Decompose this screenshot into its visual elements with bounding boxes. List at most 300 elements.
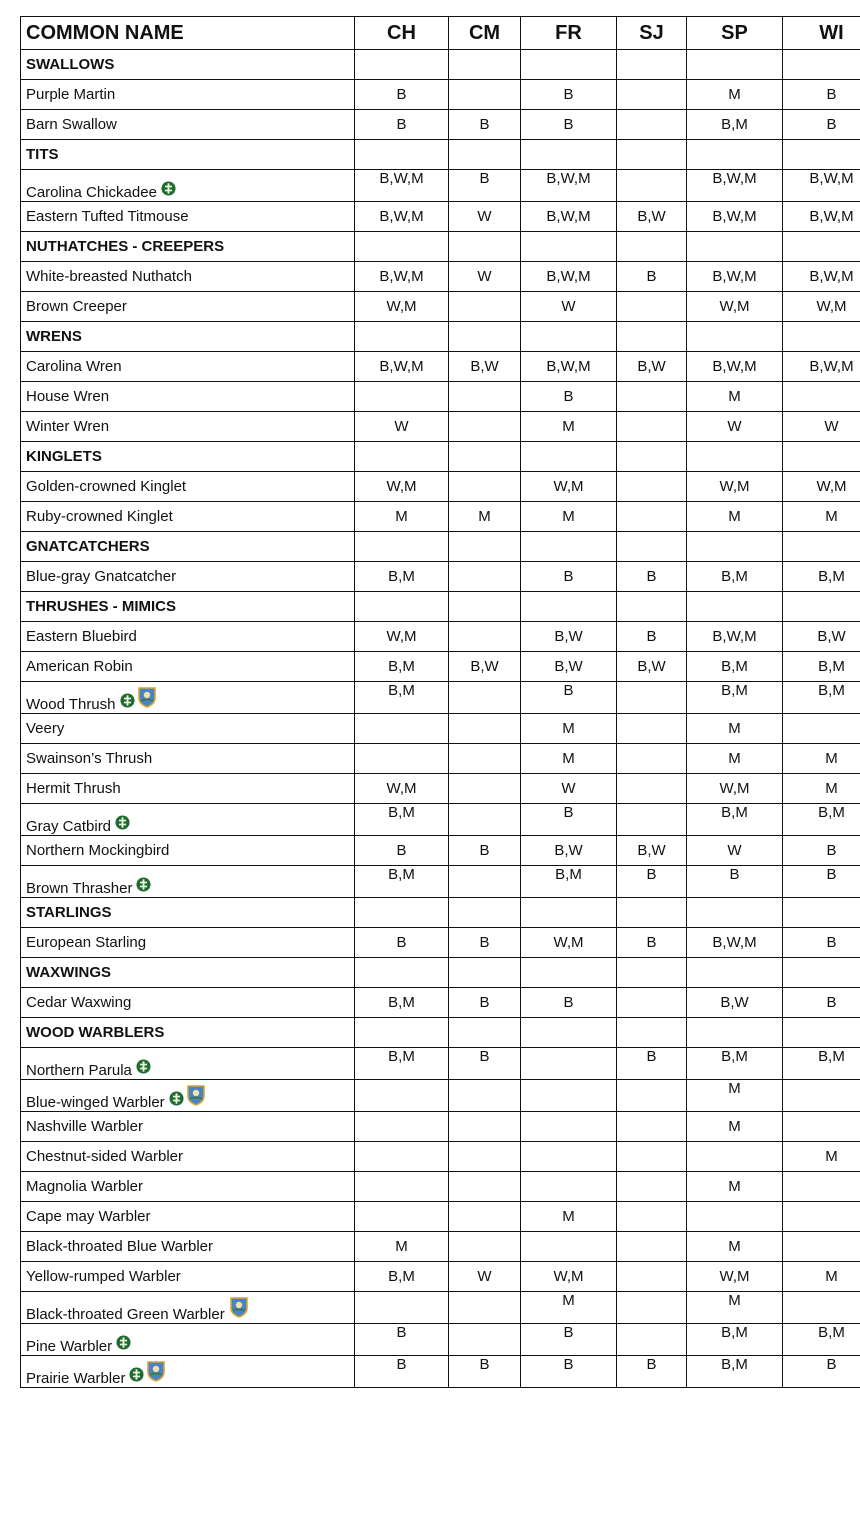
value-cell-wi: B,M bbox=[783, 652, 860, 682]
table-row bbox=[21, 262, 860, 292]
species-name: White-breasted Nuthatch bbox=[26, 268, 192, 285]
group-row bbox=[21, 1018, 860, 1048]
value-cell-sp: M bbox=[687, 1172, 783, 1202]
green-cross-icon bbox=[129, 1367, 144, 1382]
value-cell-cm bbox=[449, 1292, 521, 1324]
table-row bbox=[21, 622, 860, 652]
table-row bbox=[21, 1112, 860, 1142]
value-cell-sp bbox=[687, 1202, 783, 1232]
value-cell-ch: B,W,M bbox=[355, 352, 449, 382]
species-name-cell bbox=[21, 866, 355, 898]
value-cell-wi: M bbox=[783, 1142, 860, 1172]
value-cell-sp bbox=[687, 50, 783, 80]
species-name-cell bbox=[21, 1112, 355, 1142]
group-name: STARLINGS bbox=[26, 904, 112, 921]
species-name: Magnolia Warbler bbox=[26, 1178, 143, 1195]
species-name-cell bbox=[21, 714, 355, 744]
value-cell-fr: B bbox=[521, 562, 617, 592]
value-cell-wi: B bbox=[783, 80, 860, 110]
value-cell-wi bbox=[783, 322, 860, 352]
value-cell-cm bbox=[449, 532, 521, 562]
shield-badge-icon bbox=[229, 1297, 249, 1318]
status-icons bbox=[129, 1361, 168, 1386]
value-cell-ch: B,M bbox=[355, 988, 449, 1018]
group-row bbox=[21, 592, 860, 622]
species-name-cell bbox=[21, 412, 355, 442]
value-cell-fr: W bbox=[521, 774, 617, 804]
green-cross-icon bbox=[169, 1091, 184, 1106]
species-name: Carolina Wren bbox=[26, 358, 122, 375]
value-cell-cm bbox=[449, 140, 521, 170]
value-cell-fr bbox=[521, 322, 617, 352]
value-cell-sp: B,W,M bbox=[687, 352, 783, 382]
value-cell-fr bbox=[521, 1232, 617, 1262]
value-cell-ch: B,M bbox=[355, 652, 449, 682]
group-name-cell bbox=[21, 322, 355, 352]
value-cell-sp: B,M bbox=[687, 682, 783, 714]
value-cell-fr bbox=[521, 898, 617, 928]
species-name-cell bbox=[21, 1232, 355, 1262]
group-name-cell bbox=[21, 50, 355, 80]
value-cell-fr: M bbox=[521, 714, 617, 744]
status-icons bbox=[120, 687, 159, 712]
value-cell-wi: B bbox=[783, 866, 860, 898]
value-cell-ch bbox=[355, 322, 449, 352]
group-row bbox=[21, 140, 860, 170]
value-cell-cm bbox=[449, 382, 521, 412]
value-cell-sj bbox=[617, 898, 687, 928]
value-cell-ch: W,M bbox=[355, 622, 449, 652]
group-name-cell bbox=[21, 898, 355, 928]
value-cell-fr: B bbox=[521, 804, 617, 836]
value-cell-sp bbox=[687, 532, 783, 562]
value-cell-ch bbox=[355, 1080, 449, 1112]
species-name-cell bbox=[21, 804, 355, 836]
shield-badge-icon bbox=[137, 687, 157, 708]
value-cell-sj bbox=[617, 232, 687, 262]
value-cell-sp bbox=[687, 232, 783, 262]
value-cell-fr: M bbox=[521, 1202, 617, 1232]
value-cell-wi: B bbox=[783, 928, 860, 958]
value-cell-wi: W,M bbox=[783, 292, 860, 322]
status-icons bbox=[161, 181, 178, 200]
value-cell-fr bbox=[521, 140, 617, 170]
value-cell-ch: B,W,M bbox=[355, 262, 449, 292]
header-col-ch: CH bbox=[355, 17, 449, 50]
species-name: Eastern Tufted Titmouse bbox=[26, 208, 189, 225]
value-cell-ch bbox=[355, 958, 449, 988]
value-cell-ch: B bbox=[355, 110, 449, 140]
value-cell-sj bbox=[617, 442, 687, 472]
table-row bbox=[21, 1324, 860, 1356]
species-name: Blue-winged Warbler bbox=[26, 1094, 165, 1111]
value-cell-fr: M bbox=[521, 744, 617, 774]
group-row bbox=[21, 322, 860, 352]
table-row bbox=[21, 988, 860, 1018]
value-cell-wi: W bbox=[783, 412, 860, 442]
species-name: Blue-gray Gnatcatcher bbox=[26, 568, 177, 585]
value-cell-sp: B,W,M bbox=[687, 170, 783, 202]
table-row bbox=[21, 804, 860, 836]
group-name-cell bbox=[21, 592, 355, 622]
value-cell-sj bbox=[617, 532, 687, 562]
value-cell-fr: B,W,M bbox=[521, 202, 617, 232]
value-cell-ch: B,M bbox=[355, 1048, 449, 1080]
value-cell-wi bbox=[783, 1202, 860, 1232]
group-name: GNATCATCHERS bbox=[26, 538, 150, 555]
value-cell-fr: B,W,M bbox=[521, 262, 617, 292]
value-cell-cm: W bbox=[449, 1262, 521, 1292]
value-cell-sj bbox=[617, 1080, 687, 1112]
status-icons bbox=[115, 815, 132, 834]
value-cell-cm: B bbox=[449, 988, 521, 1018]
value-cell-ch: B,W,M bbox=[355, 202, 449, 232]
species-name-cell bbox=[21, 80, 355, 110]
value-cell-ch: B bbox=[355, 928, 449, 958]
value-cell-wi: B,W,M bbox=[783, 262, 860, 292]
species-name: Ruby-crowned Kinglet bbox=[26, 508, 173, 525]
group-name: WAXWINGS bbox=[26, 964, 111, 981]
value-cell-sp: W,M bbox=[687, 774, 783, 804]
value-cell-fr: B bbox=[521, 988, 617, 1018]
species-name-cell bbox=[21, 682, 355, 714]
value-cell-sj bbox=[617, 412, 687, 442]
table-row bbox=[21, 1262, 860, 1292]
species-name: Brown Thrasher bbox=[26, 880, 133, 897]
group-row bbox=[21, 442, 860, 472]
shield-badge-icon bbox=[186, 1085, 206, 1106]
value-cell-wi bbox=[783, 592, 860, 622]
status-icons bbox=[116, 1335, 133, 1354]
value-cell-fr: B,W,M bbox=[521, 170, 617, 202]
value-cell-cm bbox=[449, 1172, 521, 1202]
value-cell-wi: M bbox=[783, 1262, 860, 1292]
value-cell-sp: B,W,M bbox=[687, 262, 783, 292]
value-cell-sj bbox=[617, 1172, 687, 1202]
table-row bbox=[21, 1232, 860, 1262]
species-name: Golden-crowned Kinglet bbox=[26, 478, 187, 495]
value-cell-cm: B bbox=[449, 1048, 521, 1080]
value-cell-fr: B bbox=[521, 1324, 617, 1356]
green-cross-icon bbox=[136, 877, 151, 892]
species-name-cell bbox=[21, 928, 355, 958]
table-row bbox=[21, 472, 860, 502]
value-cell-sp: B,M bbox=[687, 562, 783, 592]
value-cell-wi: B,M bbox=[783, 562, 860, 592]
value-cell-ch: M bbox=[355, 1232, 449, 1262]
value-cell-sp: M bbox=[687, 382, 783, 412]
value-cell-sj bbox=[617, 1112, 687, 1142]
species-name: Barn Swallow bbox=[26, 116, 117, 133]
value-cell-wi: B bbox=[783, 1356, 860, 1388]
table-row bbox=[21, 836, 860, 866]
table-row bbox=[21, 744, 860, 774]
green-cross-icon bbox=[161, 181, 176, 196]
value-cell-wi: B,M bbox=[783, 804, 860, 836]
species-name-cell bbox=[21, 352, 355, 382]
value-cell-fr: B bbox=[521, 80, 617, 110]
value-cell-sj bbox=[617, 744, 687, 774]
value-cell-wi: B bbox=[783, 110, 860, 140]
status-icons bbox=[136, 877, 153, 896]
value-cell-wi: B,M bbox=[783, 1324, 860, 1356]
species-name: Pine Warbler bbox=[26, 1338, 113, 1355]
value-cell-sp: B,M bbox=[687, 1356, 783, 1388]
value-cell-ch: B bbox=[355, 1324, 449, 1356]
value-cell-cm bbox=[449, 1018, 521, 1048]
species-name: Carolina Chickadee bbox=[26, 184, 157, 201]
species-name: House Wren bbox=[26, 388, 110, 405]
value-cell-ch bbox=[355, 442, 449, 472]
value-cell-ch: W bbox=[355, 412, 449, 442]
value-cell-ch bbox=[355, 1142, 449, 1172]
value-cell-sp: W bbox=[687, 836, 783, 866]
group-name: THRUSHES - MIMICS bbox=[26, 598, 176, 615]
value-cell-sp: B,M bbox=[687, 652, 783, 682]
value-cell-sj bbox=[617, 1018, 687, 1048]
species-name-cell bbox=[21, 1080, 355, 1112]
value-cell-wi bbox=[783, 50, 860, 80]
bird-checklist-table bbox=[20, 16, 860, 1388]
value-cell-ch: B,M bbox=[355, 562, 449, 592]
species-name-cell bbox=[21, 1172, 355, 1202]
value-cell-cm: M bbox=[449, 502, 521, 532]
value-cell-sp: W,M bbox=[687, 472, 783, 502]
species-name: Winter Wren bbox=[26, 418, 110, 435]
value-cell-sj bbox=[617, 592, 687, 622]
value-cell-cm: B,W bbox=[449, 652, 521, 682]
value-cell-sp bbox=[687, 140, 783, 170]
value-cell-wi: B,W,M bbox=[783, 170, 860, 202]
value-cell-cm bbox=[449, 714, 521, 744]
species-name-cell bbox=[21, 622, 355, 652]
value-cell-ch bbox=[355, 744, 449, 774]
value-cell-fr bbox=[521, 1172, 617, 1202]
value-cell-cm: B bbox=[449, 170, 521, 202]
species-name-cell bbox=[21, 472, 355, 502]
status-icons bbox=[229, 1297, 251, 1322]
value-cell-sj: B bbox=[617, 866, 687, 898]
table-row bbox=[21, 1356, 860, 1388]
value-cell-wi bbox=[783, 140, 860, 170]
group-name: NUTHATCHES - CREEPERS bbox=[26, 238, 225, 255]
species-name: Hermit Thrush bbox=[26, 780, 121, 797]
value-cell-sj bbox=[617, 1324, 687, 1356]
value-cell-wi: B,W,M bbox=[783, 352, 860, 382]
value-cell-cm bbox=[449, 1112, 521, 1142]
status-icons bbox=[136, 1059, 153, 1078]
species-name: Yellow-rumped Warbler bbox=[26, 1268, 181, 1285]
value-cell-wi: B bbox=[783, 836, 860, 866]
value-cell-sp: W,M bbox=[687, 292, 783, 322]
value-cell-cm bbox=[449, 50, 521, 80]
header-col-fr: FR bbox=[521, 17, 617, 50]
value-cell-sj bbox=[617, 1142, 687, 1172]
table-row bbox=[21, 1048, 860, 1080]
group-name-cell bbox=[21, 442, 355, 472]
value-cell-wi: W,M bbox=[783, 472, 860, 502]
value-cell-cm bbox=[449, 1080, 521, 1112]
value-cell-ch: B bbox=[355, 1356, 449, 1388]
value-cell-sp: M bbox=[687, 502, 783, 532]
value-cell-ch bbox=[355, 898, 449, 928]
value-cell-cm bbox=[449, 472, 521, 502]
value-cell-wi: B,M bbox=[783, 1048, 860, 1080]
species-name-cell bbox=[21, 744, 355, 774]
table-row bbox=[21, 652, 860, 682]
value-cell-sj bbox=[617, 988, 687, 1018]
group-name-cell bbox=[21, 532, 355, 562]
value-cell-sj bbox=[617, 682, 687, 714]
value-cell-ch bbox=[355, 714, 449, 744]
value-cell-cm bbox=[449, 1202, 521, 1232]
group-name: KINGLETS bbox=[26, 448, 102, 465]
value-cell-sp bbox=[687, 592, 783, 622]
green-cross-icon bbox=[120, 693, 135, 708]
value-cell-sp bbox=[687, 442, 783, 472]
table-row bbox=[21, 714, 860, 744]
green-cross-icon bbox=[136, 1059, 151, 1074]
value-cell-fr bbox=[521, 1080, 617, 1112]
value-cell-fr: W,M bbox=[521, 928, 617, 958]
table-row bbox=[21, 80, 860, 110]
species-name: Chestnut-sided Warbler bbox=[26, 1148, 184, 1165]
value-cell-sj bbox=[617, 80, 687, 110]
group-row bbox=[21, 532, 860, 562]
value-cell-sp: M bbox=[687, 80, 783, 110]
value-cell-ch bbox=[355, 1202, 449, 1232]
value-cell-ch bbox=[355, 532, 449, 562]
value-cell-cm bbox=[449, 1232, 521, 1262]
species-name-cell bbox=[21, 1048, 355, 1080]
species-name-cell bbox=[21, 1202, 355, 1232]
value-cell-sp bbox=[687, 958, 783, 988]
group-name: TITS bbox=[26, 146, 59, 163]
value-cell-wi: M bbox=[783, 774, 860, 804]
header-common-name: COMMON NAME bbox=[21, 17, 355, 50]
value-cell-sp bbox=[687, 898, 783, 928]
value-cell-fr bbox=[521, 1018, 617, 1048]
shield-badge-icon bbox=[146, 1361, 166, 1382]
species-name: Cape may Warbler bbox=[26, 1208, 151, 1225]
value-cell-sj bbox=[617, 1202, 687, 1232]
value-cell-ch bbox=[355, 1172, 449, 1202]
value-cell-ch bbox=[355, 50, 449, 80]
value-cell-ch: M bbox=[355, 502, 449, 532]
species-name-cell bbox=[21, 1356, 355, 1388]
value-cell-ch: B,W,M bbox=[355, 170, 449, 202]
species-name: Nashville Warbler bbox=[26, 1118, 143, 1135]
value-cell-sj bbox=[617, 472, 687, 502]
value-cell-cm bbox=[449, 774, 521, 804]
value-cell-fr: B bbox=[521, 110, 617, 140]
value-cell-fr: B,W bbox=[521, 836, 617, 866]
value-cell-cm: B bbox=[449, 1356, 521, 1388]
group-name: SWALLOWS bbox=[26, 56, 115, 73]
value-cell-fr: B bbox=[521, 682, 617, 714]
value-cell-fr: W,M bbox=[521, 1262, 617, 1292]
header-col-wi: WI bbox=[783, 17, 860, 50]
value-cell-fr: B bbox=[521, 382, 617, 412]
table-row bbox=[21, 412, 860, 442]
species-name: Prairie Warbler bbox=[26, 1370, 126, 1387]
value-cell-fr bbox=[521, 442, 617, 472]
species-name: Cedar Waxwing bbox=[26, 994, 132, 1011]
value-cell-wi bbox=[783, 1172, 860, 1202]
table-body bbox=[21, 50, 860, 1388]
species-name: Black-throated Green Warbler bbox=[26, 1306, 225, 1323]
species-name-cell bbox=[21, 1324, 355, 1356]
species-name: European Starling bbox=[26, 934, 147, 951]
value-cell-sp: B,W,M bbox=[687, 622, 783, 652]
value-cell-ch: B,M bbox=[355, 866, 449, 898]
value-cell-fr bbox=[521, 958, 617, 988]
value-cell-fr: B,M bbox=[521, 866, 617, 898]
value-cell-ch bbox=[355, 140, 449, 170]
species-name-cell bbox=[21, 502, 355, 532]
species-name: Northern Mockingbird bbox=[26, 842, 170, 859]
value-cell-ch: B,M bbox=[355, 804, 449, 836]
value-cell-sj bbox=[617, 292, 687, 322]
value-cell-cm bbox=[449, 682, 521, 714]
value-cell-sj bbox=[617, 958, 687, 988]
value-cell-sj bbox=[617, 502, 687, 532]
status-icons bbox=[169, 1085, 208, 1110]
value-cell-fr: M bbox=[521, 1292, 617, 1324]
group-name-cell bbox=[21, 140, 355, 170]
value-cell-cm: B,W bbox=[449, 352, 521, 382]
value-cell-sj bbox=[617, 1262, 687, 1292]
group-name-cell bbox=[21, 1018, 355, 1048]
value-cell-sj: B bbox=[617, 1048, 687, 1080]
species-name-cell bbox=[21, 382, 355, 412]
value-cell-fr: M bbox=[521, 412, 617, 442]
table-row bbox=[21, 170, 860, 202]
value-cell-sp: B bbox=[687, 866, 783, 898]
value-cell-wi bbox=[783, 442, 860, 472]
value-cell-cm bbox=[449, 592, 521, 622]
value-cell-sj: B,W bbox=[617, 836, 687, 866]
value-cell-sj bbox=[617, 140, 687, 170]
table-row bbox=[21, 382, 860, 412]
table-row bbox=[21, 682, 860, 714]
species-name: Northern Parula bbox=[26, 1062, 132, 1079]
group-name: WOOD WARBLERS bbox=[26, 1024, 165, 1041]
value-cell-sj bbox=[617, 804, 687, 836]
value-cell-sp: M bbox=[687, 1080, 783, 1112]
value-cell-wi bbox=[783, 898, 860, 928]
value-cell-ch bbox=[355, 382, 449, 412]
value-cell-fr: B,W bbox=[521, 622, 617, 652]
value-cell-cm bbox=[449, 80, 521, 110]
value-cell-sp bbox=[687, 1142, 783, 1172]
table-row bbox=[21, 1292, 860, 1324]
value-cell-sj: B,W bbox=[617, 652, 687, 682]
species-name-cell bbox=[21, 1262, 355, 1292]
value-cell-wi: B bbox=[783, 988, 860, 1018]
value-cell-fr bbox=[521, 1112, 617, 1142]
value-cell-wi: B,M bbox=[783, 682, 860, 714]
table-row bbox=[21, 292, 860, 322]
value-cell-sp: B,W,M bbox=[687, 928, 783, 958]
table-row bbox=[21, 352, 860, 382]
value-cell-cm: B bbox=[449, 928, 521, 958]
table-row bbox=[21, 774, 860, 804]
species-name: Purple Martin bbox=[26, 86, 116, 103]
table-row bbox=[21, 202, 860, 232]
value-cell-sj: B,W bbox=[617, 352, 687, 382]
species-name: Black-throated Blue Warbler bbox=[26, 1238, 214, 1255]
